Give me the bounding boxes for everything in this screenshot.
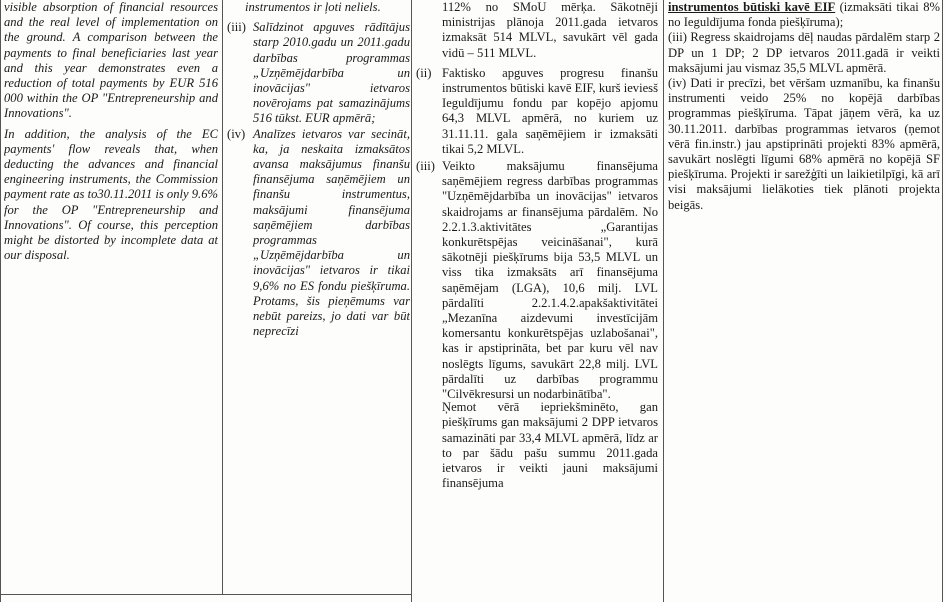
summary-lead-rest: (izmaksāti tikai 8% no Ieguldījuma fonda piešķīruma); — [668, 0, 940, 30]
column-english-comment — [4, 0, 218, 268]
item-text: Salīdzinot apguves rādītājus starp 2010.gadu un 2011.gadu darbības programmas „Uzņēmējdarbība un inovācijas" ietvaros novērojams pat samazinājums 516 tūkst. EUR apmērā; — [253, 20, 410, 126]
table-row-bottom-border — [0, 594, 411, 595]
item-text: Analīzes ietvaros var secināt, ka, ja neskaita izmaksātos avansa maksājumus finanšu finansējuma saņēmējiem un finanšu instrumentus, maksājumi finansējuma saņēmējiem darbības programmas „Uzņēmējdarbība un inovācijas" ietvaros ir tikai 9,6% no ES fondu piešķīruma. Protams, šis pieņēmums var nebūt pareizs, jo dati var būt neprecīzi — [253, 126, 410, 339]
column-ministry-explanation — [416, 0, 658, 497]
summary-lead — [668, 0, 940, 30]
item-number: (iii) — [416, 159, 435, 174]
translation-item-iii — [227, 20, 410, 126]
explanation-closing: Ņemot vērā iepriekšminēto, gan piešķīrums gan maksājumi 2 DPP ietvaros samazināti par 33,4 MLVL apmērā, līdz ar to par šādu pašu summu 2011.gada ietvaros ir veikti jauni maksājumi finansējuma — [442, 400, 658, 491]
summary-item-iv: (iv) Dati ir precīzi, bet vēršam uzmanību, ka finanšu instrumenti veido 25% no kopējā darbības programmas piešķīruma. Tāpat jāņem vērā, ka uz 30.11.2011. darbības programmas ietvaros (ņemot vērā fin.instr.) jau apstiprināti projekti 83% apmērā, savukārt noslēgti līgumi 68% apmērā no kopējā SF piešķīruma. Projekti ir sarežģīti un laikietilpīgi, kā arī visi maksājumi lielākoties tiek plānoti projekta beigās. — [668, 76, 940, 212]
explanation-item-iii — [416, 159, 658, 402]
item-number: (iv) — [227, 126, 246, 141]
summary-lead-bold: instrumentos būtiski kavē EIF — [668, 0, 836, 14]
english-paragraph-1: visible absorption of financial resources and the real level of implementation on the ground. A comparison between the payments to final beneficiaries last year and this year demonstrates even a reduction of total payments by EUR 516 000 within the OP "Entrepreneurship and Innovations". — [4, 0, 218, 121]
item-text: Faktisko apguves progresu finanšu instrumentos būtiski kavē EIF, kurš ieviesš Ieguldījumu fondu par kopējo apjomu 64,3 MLVL apmērā, no kuriem uz 31.11.11. gala saņēmējiem ir izmaksāti tikai 5,2 MLVL. — [442, 65, 658, 156]
english-paragraph-2: In addition, the analysis of the EC payments' flow reveals that, when deducting the advances and financial engineering instruments, the Commission payment rate as to30.11.2011 is only 9.6% for the OP "Entrepreneurship and Innovations". Of course, this perception might be distorted by incomplete data at our disposal. — [4, 126, 218, 263]
table-border-left — [0, 0, 1, 602]
column-divider-3 — [663, 0, 664, 602]
column-divider-1 — [222, 0, 223, 594]
column-summary — [668, 0, 940, 218]
explanation-item-ii — [416, 66, 658, 157]
summary-item-iii: (iii) Regress skaidrojams dēļ naudas pārdalēm starp 2 DP un 1 DP; 2 DP ietvaros 2011.gadā ir veikti maksājumi jau vismaz 35,5 MLVL apmērā. — [668, 30, 940, 75]
column-latvian-translation — [227, 0, 410, 339]
explanation-lead: 112% no SMoU mērķa. Sākotnēji ministrijas plānoja 2011.gada ietvaros izmaksāt 514 MLVL, savukārt vēl gada vidū – 511 MLVL. — [442, 0, 658, 60]
item-number: (ii) — [416, 65, 432, 80]
item-number: (iii) — [227, 20, 246, 35]
table-border-right — [942, 0, 943, 602]
column-divider-2 — [411, 0, 412, 602]
translation-lead: instrumentos ir ļoti neliels. — [245, 0, 381, 14]
translation-item-iv — [227, 127, 410, 340]
item-text: Veikto maksājumu finansējuma saņēmējiem regress darbības programmas "Uzņēmējdarbība un inovācijas" ietvaros skaidrojams ar finansējuma pārdalēm. No 2.2.1.3.aktivitātes „Garantijas konkurētspējas veicināšanai", kurā sākotnēji piešķīrums bija 53,5 MLVL un viss tika izmaksāts arī finansējuma saņēmējam (LGA), 10,6 milj. LVL pārdalīti 2.2.1.4.2.apakšaktivitātei „Mezanīna aizdevumi investīcijām komersantu konkurētspējas uzlabošanai", kas ir apstiprināta, bet par kuru vēl nav noslēgts līgums, savukārt 22,8 milj. LVL pārdalīti uz darbības programmu "Cilvēkresursi un nodarbinātība". — [442, 159, 658, 402]
